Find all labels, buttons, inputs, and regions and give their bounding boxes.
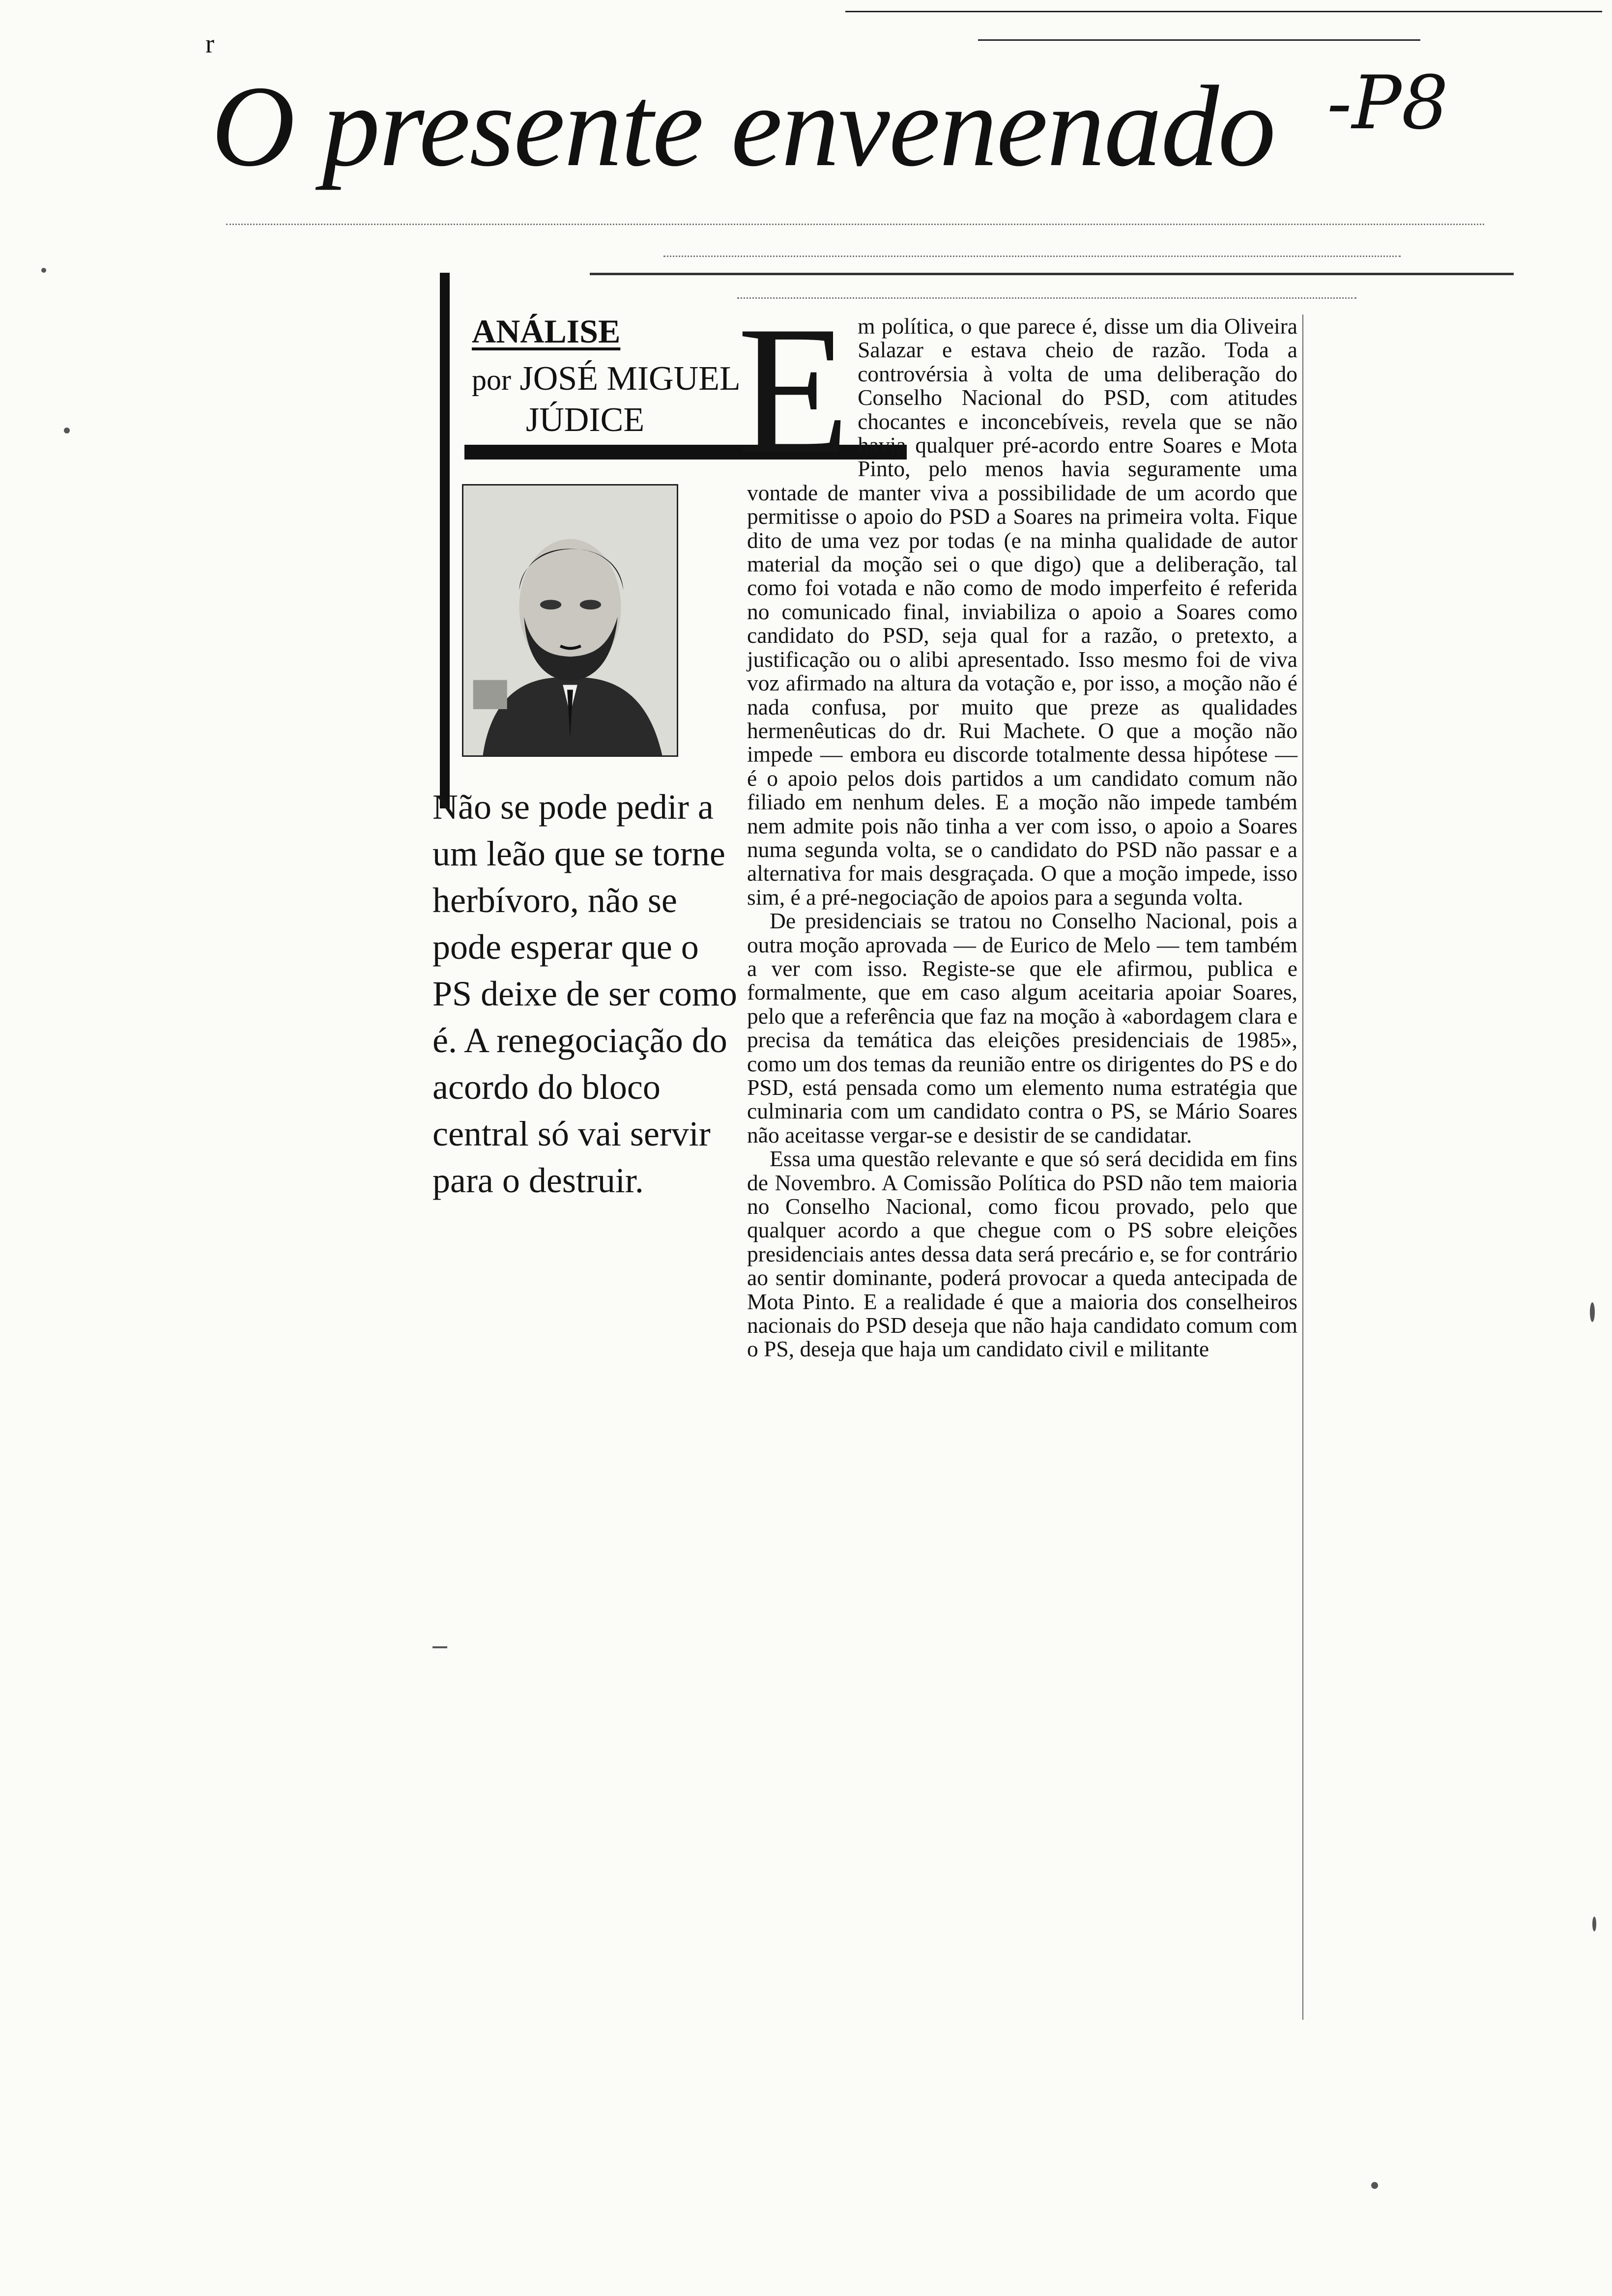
paragraph-2: De presidenciais se tratou no Conselho Nacional, pois a outra moção aprovada — de Eurico de Melo — tem também a ver com isso. Registe-se que ele afirmou, publica e formalmente, que em caso algum aceitaria apoiar Soares, pelo que a referência que faz na moção à «abordagem clara e precisa da temática das eleições presidenciais de 1985», como um dos temas da reunião entre os dirigentes do PS e do PSD, está pensada como um elemento numa estratégia que culminaria com um candidato contra o PS, se Mário Soares não aceitasse vergar-se e desistir de se candidatar. <box>747 908 1297 1148</box>
scan-dots-2 <box>663 256 1401 258</box>
paragraph-1 <box>737 288 1297 910</box>
author-portrait-icon <box>463 486 677 755</box>
headline: O presente envenenado <box>211 62 1275 191</box>
scan-speck <box>432 1646 447 1648</box>
top-rule-1 <box>845 11 1602 12</box>
top-rule-2 <box>978 39 1420 41</box>
scan-speck <box>41 268 46 273</box>
header-rule <box>590 273 1514 275</box>
drop-cap: E <box>737 288 850 492</box>
scan-dots-1 <box>226 224 1484 226</box>
scan-speck <box>1371 2182 1378 2189</box>
scan-speck <box>1592 1917 1596 1931</box>
article-body <box>737 288 1297 1362</box>
author-photo <box>462 484 678 757</box>
byline-name-line1: JOSÉ MIGUEL <box>519 360 741 398</box>
handwritten-page-note: -P8 <box>1327 60 1449 146</box>
byline-prefix: por <box>472 364 511 396</box>
corner-mark: r <box>205 29 214 58</box>
byline-name-line2: JÚDICE <box>526 401 645 439</box>
pull-quote: Não se pode pedir a um leão que se torne herbívoro, não se pode esperar que o PS deixe de ser como é. A renegociação do acordo do bloco central só vai servir para o destruir. <box>432 787 737 1200</box>
column-right-edge <box>1302 315 1303 2020</box>
scan-speck <box>64 428 70 433</box>
paragraph-3: Essa uma questão relevante e que só será decidida em fins de Novembro. A Comissão Política do PSD não tem maioria no Conselho Nacional, como ficou provado, pelo que qualquer acordo a que chegue com o PS sobre eleições presidenciais antes dessa data será precário e, se for contrário ao sentir dominante, poderá provocar a queda antecipada de Mota Pinto. E a realidade é que a maioria dos conselheiros nacionais do PSD deseja que não haja candidato comum com o PS, deseja que haja um candidato civil e militante <box>747 1146 1297 1362</box>
scan-speck <box>1590 1302 1595 1322</box>
section-label: ANÁLISE <box>472 313 621 350</box>
column-vertical-bar <box>440 273 450 808</box>
paragraph-1-text: m política, o que parece é, disse um dia Oliveira Salazar e estava cheio de razão. Toda a controvérsia à volta de uma deliberação do Conselho Nacional do PSD, com atitudes chocantes e inconcebíveis, revela que se não havia qualquer pré-acordo entre Soares e Mota Pinto, pelo menos havia seguramente uma vontade de manter viva a possibilidade de um acordo que permitisse o apoio do PSD a Soares na primeira volta. Fique dito de uma vez por todas (e na minha qualidade de autor material da moção sei o que digo) que a deliberação, tal como foi votada e não como de modo imperfeito é referida no comunicado final, inviabiliza o apoio a Soares como candidato do PSD, seja qual for a razão, o pretexto, a justificação ou o alibi apresentado. Isso mesmo foi de viva voz afirmado na altura da votação e, por isso, a moção não é nada confusa, por muito que preze as qualidades hermenêuticas do dr. Rui Machete. O que a moção não impede — embora eu discorde totalmente dessa hipótese — é o apoio pelos dois partidos a um candidato comum não filiado em nenhum deles. E a moção não impede também nem admite pois não tinha a ver com isso, o apoio a Soares numa segunda volta, se o candidato do PSD não passar e a alternativa for mais desgraçada. O que a moção impede, isso sim, é a pré-negociação de apoios para a segunda volta. <box>747 314 1297 910</box>
